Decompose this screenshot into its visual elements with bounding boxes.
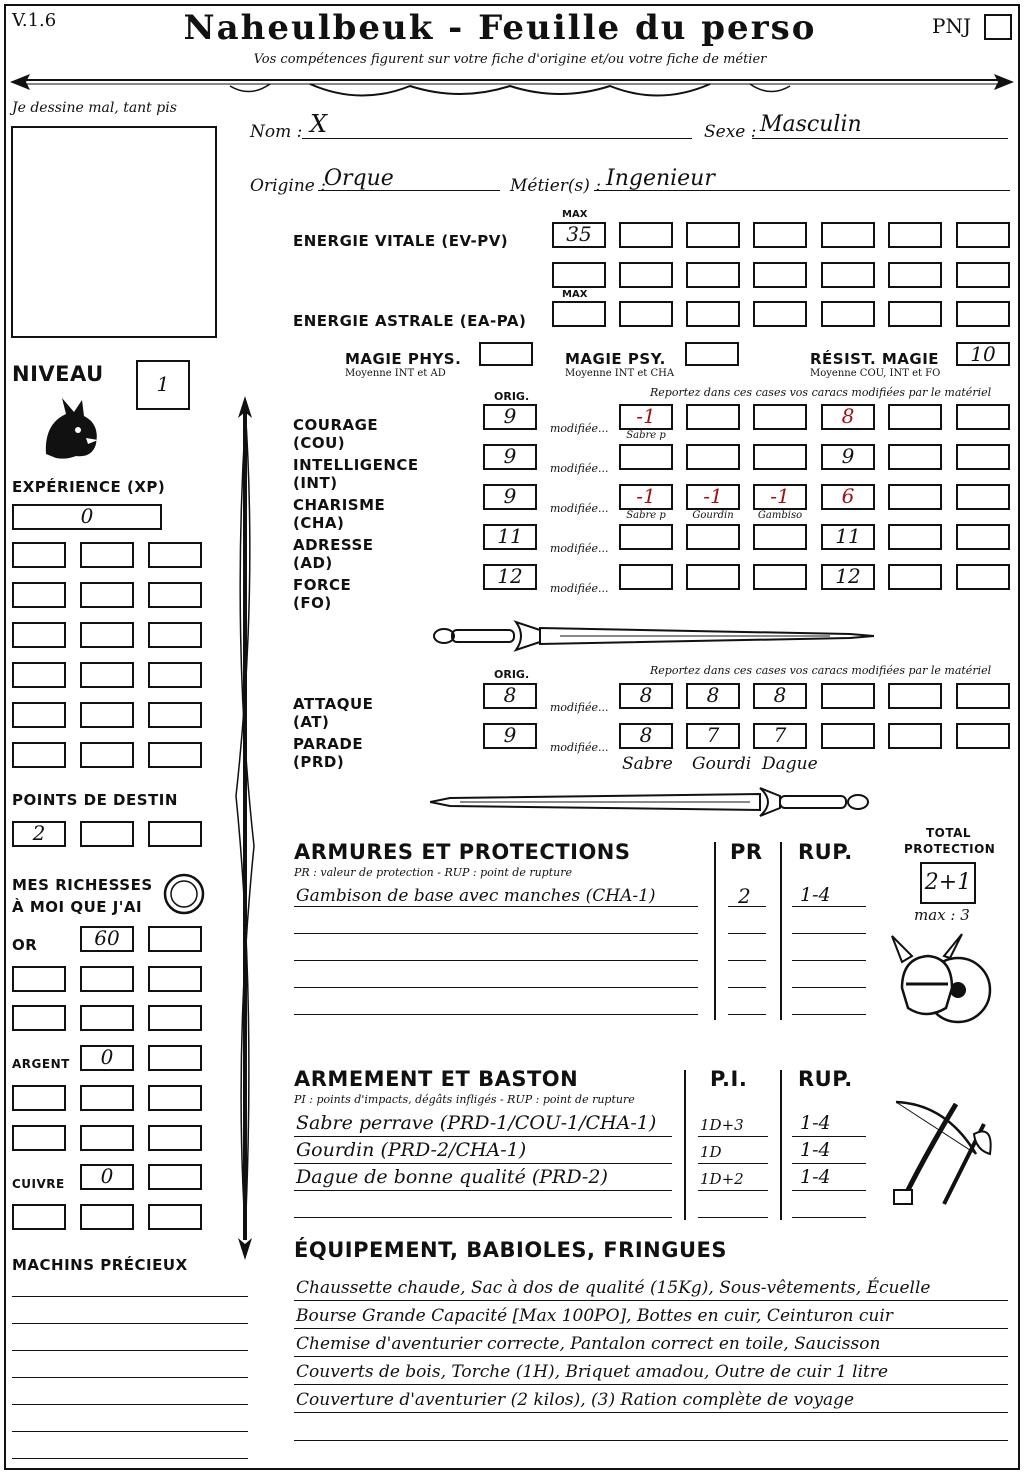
armures-pr-label: PR [730, 840, 763, 864]
intelligence-mod-box-4[interactable]: 9 [821, 444, 875, 470]
page-title: Naheulbeuk - Feuille du perso [183, 8, 817, 48]
force-label: FORCE (FO) [293, 576, 352, 612]
total-label-1: TOTAL [926, 826, 972, 840]
intelligence-orig-box[interactable]: 9 [483, 444, 537, 470]
arme-rup-line[interactable] [792, 1163, 866, 1164]
ea-box-7[interactable] [956, 301, 1010, 327]
armure-line[interactable] [294, 933, 698, 934]
arme-name: Dague de bonne qualité (PRD-2) [296, 1166, 608, 1188]
parade-label: PARADE (PRD) [293, 735, 364, 771]
nom-line [302, 138, 692, 139]
machins-label: MACHINS PRÉCIEUX [12, 1256, 188, 1274]
armement-divider-2 [780, 1070, 782, 1220]
xp-box[interactable]: 0 [12, 504, 162, 530]
xp-box-2-1[interactable] [12, 582, 66, 608]
force-mod-box-5[interactable] [888, 564, 942, 590]
ev-box-row2-5[interactable] [821, 262, 875, 288]
force-mod-box-1[interactable] [619, 564, 673, 590]
money-box-5-2[interactable] [80, 1125, 134, 1151]
ev-box-row2-6[interactable] [888, 262, 942, 288]
intelligence-mod-box-5[interactable] [888, 444, 942, 470]
armement-title: ARMEMENT ET BASTON [294, 1067, 579, 1091]
adresse-orig-box[interactable]: 11 [483, 524, 537, 550]
courage-mod-box-6[interactable] [956, 404, 1010, 430]
equipement-title: ÉQUIPEMENT, BABIOLES, FRINGUES [294, 1238, 727, 1262]
decorative-spear [228, 396, 262, 1260]
arme-pi: 1D [700, 1143, 722, 1161]
parade-mod-box-3[interactable]: 7 [753, 723, 807, 749]
carac-mod-note: Gambiso [757, 510, 803, 521]
magie-phys-note: Moyenne INT et AD [345, 368, 446, 379]
xp-box-4-3[interactable] [148, 662, 202, 688]
armure-line[interactable] [294, 987, 698, 988]
money-box-3-3[interactable] [148, 1045, 202, 1071]
courage-mod-box-1[interactable]: -1 [619, 404, 673, 430]
armure-pr-line[interactable] [728, 933, 766, 934]
equipement-text: Couverture d'aventurier (2 kilos), (3) Ration complète de voyage [296, 1390, 855, 1410]
armures-divider-2 [780, 842, 782, 1020]
machins-line[interactable] [12, 1431, 248, 1432]
attaque-orig-box[interactable]: 8 [483, 683, 537, 709]
xp-box-6-1[interactable] [12, 742, 66, 768]
modifie-label: modifiée... [550, 462, 609, 475]
arme-name: Gourdin (PRD-2/CHA-1) [296, 1139, 527, 1161]
arme-pi-line[interactable] [698, 1190, 768, 1191]
niveau-box[interactable]: 1 [136, 360, 190, 410]
ev-label: ENERGIE VITALE (EV-PV) [293, 232, 509, 250]
armures-title: ARMURES ET PROTECTIONS [294, 840, 631, 864]
weapon-note-3: Dague [762, 754, 818, 774]
money-box-6-3[interactable] [148, 1164, 202, 1190]
money-box-5-3[interactable] [148, 1125, 202, 1151]
arme-pi-line[interactable] [698, 1163, 768, 1164]
money-box-7-2[interactable] [80, 1204, 134, 1230]
magie-psy-note: Moyenne INT et CHA [565, 368, 675, 379]
parade-mod-box-4[interactable] [821, 723, 875, 749]
equipement-text: Bourse Grande Capacité [Max 100PO], Bottes en cuir, Ceinturon cuir [296, 1306, 893, 1326]
magie-psy-box[interactable] [685, 342, 739, 366]
attaque-mod-box-1[interactable]: 8 [619, 683, 673, 709]
money-box-0-3[interactable] [148, 926, 202, 952]
portrait-caption: Je dessine mal, tant pis [12, 100, 177, 116]
adresse-mod-box-6[interactable] [956, 524, 1010, 550]
destin-box-1[interactable]: 2 [12, 821, 66, 847]
arme-line[interactable] [294, 1217, 672, 1218]
ev-box-2[interactable] [619, 222, 673, 248]
equipement-text: Couverts de bois, Torche (1H), Briquet amadou, Outre de cuir 1 litre [296, 1362, 889, 1382]
destin-label: POINTS DE DESTIN [12, 791, 178, 809]
version-label: V.1.6 [12, 10, 57, 31]
xp-box-3-3[interactable] [148, 622, 202, 648]
money-box-1-3[interactable] [148, 966, 202, 992]
ea-box-4[interactable] [753, 301, 807, 327]
sword-icon-2 [430, 780, 874, 824]
xp-box-4-1[interactable] [12, 662, 66, 688]
ev-box-7[interactable] [956, 222, 1010, 248]
carac-mod-note: Gourdin [692, 510, 734, 521]
armure-rup-line[interactable] [792, 1014, 866, 1015]
niveau-label: NIVEAU [12, 362, 104, 386]
richesses-label-2: À MOI QUE J'AI [12, 898, 143, 916]
page-subtitle: Vos compétences figurent sur votre fiche d'origine et/ou votre fiche de métier [253, 52, 767, 67]
total-max: max : 3 [914, 906, 970, 924]
machins-line[interactable] [12, 1350, 248, 1351]
arme-pi-line[interactable] [698, 1136, 768, 1137]
armure-rup-line[interactable] [792, 933, 866, 934]
xp-box-6-2[interactable] [80, 742, 134, 768]
machins-line[interactable] [12, 1296, 248, 1297]
intelligence-mod-box-1[interactable] [619, 444, 673, 470]
sword-icon [430, 614, 874, 658]
richesses-label-1: MES RICHESSES [12, 876, 153, 894]
adresse-mod-box-3[interactable] [753, 524, 807, 550]
destin-box-2[interactable] [80, 821, 134, 847]
ea-max-label: MAX [562, 289, 588, 300]
intelligence-mod-box-6[interactable] [956, 444, 1010, 470]
magie-phys-label: MAGIE PHYS. [345, 350, 462, 368]
carac-mod-note: Sabre p [626, 510, 666, 521]
cuivre-label: CUIVRE [12, 1177, 65, 1191]
portrait-box[interactable] [11, 126, 217, 338]
equipement-line[interactable] [294, 1440, 1008, 1441]
armure-rup-line[interactable] [792, 906, 866, 907]
money-box-2-3[interactable] [148, 1005, 202, 1031]
ev-box-5[interactable] [821, 222, 875, 248]
equipement-text: Chaussette chaude, Sac à dos de qualité (15Kg), Sous-vêtements, Écuelle [296, 1278, 931, 1298]
origine-value[interactable]: Orque [324, 166, 394, 191]
armure-rup-line[interactable] [792, 987, 866, 988]
arme-line[interactable] [294, 1190, 672, 1191]
ev-box-row2-7[interactable] [956, 262, 1010, 288]
money-box-2-1[interactable] [12, 1005, 66, 1031]
ea-box-1[interactable] [552, 301, 606, 327]
xp-box-5-1[interactable] [12, 702, 66, 728]
equipement-line[interactable] [294, 1412, 1008, 1413]
ev-box-1[interactable]: 35 [552, 222, 606, 248]
arme-line[interactable] [294, 1136, 672, 1137]
armures-divider-1 [714, 842, 716, 1020]
force-mod-box-2[interactable] [686, 564, 740, 590]
charisme-mod-box-1[interactable]: -1 [619, 484, 673, 510]
force-mod-box-3[interactable] [753, 564, 807, 590]
sexe-label: Sexe : [704, 122, 757, 142]
arme-rup: 1-4 [800, 1139, 831, 1161]
ev-box-row2-3[interactable] [686, 262, 740, 288]
magie-psy-label: MAGIE PSY. [565, 350, 666, 368]
modifie-label: modifiée... [550, 502, 609, 515]
armure-line[interactable] [294, 906, 698, 907]
force-mod-box-6[interactable] [956, 564, 1010, 590]
machins-line[interactable] [12, 1404, 248, 1405]
charisme-mod-box-5[interactable] [888, 484, 942, 510]
money-box-4-1[interactable] [12, 1085, 66, 1111]
pnj-label: PNJ [932, 14, 971, 38]
nom-value[interactable]: X [310, 110, 328, 138]
report-note: Reportez dans ces cases vos caracs modifiées par le matériel [650, 386, 992, 399]
equipement-line[interactable] [294, 1300, 1008, 1301]
arme-pi-line[interactable] [698, 1217, 768, 1218]
attaque-mod-box-3[interactable]: 8 [753, 683, 807, 709]
attaque-mod-box-2[interactable]: 8 [686, 683, 740, 709]
xp-box-1-1[interactable] [12, 542, 66, 568]
equipement-text: Chemise d'aventurier correcte, Pantalon correct en toile, Saucisson [296, 1334, 881, 1354]
total-protection-box[interactable]: 2+1 [920, 862, 976, 904]
intelligence-mod-box-2[interactable] [686, 444, 740, 470]
xp-label: EXPÉRIENCE (XP) [12, 478, 166, 496]
ev-box-row2-4[interactable] [753, 262, 807, 288]
modifie-label: modifiée... [550, 422, 609, 435]
adresse-mod-box-4[interactable]: 11 [821, 524, 875, 550]
ev-box-3[interactable] [686, 222, 740, 248]
armures-rup-label: RUP. [798, 840, 853, 864]
money-box-2-2[interactable] [80, 1005, 134, 1031]
arme-rup: 1-4 [800, 1112, 831, 1134]
money-box-7-3[interactable] [148, 1204, 202, 1230]
resist-magie-label: RÉSIST. MAGIE [810, 350, 940, 368]
xp-box-6-3[interactable] [148, 742, 202, 768]
xp-box-1-3[interactable] [148, 542, 202, 568]
xp-box-2-3[interactable] [148, 582, 202, 608]
armure-line[interactable] [294, 1014, 698, 1015]
modifie-label: modifiée... [550, 701, 609, 714]
intelligence-mod-box-3[interactable] [753, 444, 807, 470]
courage-mod-box-2[interactable] [686, 404, 740, 430]
arme-line[interactable] [294, 1163, 672, 1164]
ea-box-3[interactable] [686, 301, 740, 327]
armure-pr-line[interactable] [728, 960, 766, 961]
machins-line[interactable] [12, 1323, 248, 1324]
money-box-7-1[interactable] [12, 1204, 66, 1230]
money-box-1-1[interactable] [12, 966, 66, 992]
armement-divider-1 [684, 1070, 686, 1220]
charisme-label: CHARISME (CHA) [293, 496, 386, 532]
modifie-label: modifiée... [550, 582, 609, 595]
parade-mod-box-1[interactable]: 8 [619, 723, 673, 749]
xp-box-5-2[interactable] [80, 702, 134, 728]
arme-name: Sabre perrave (PRD-1/COU-1/CHA-1) [296, 1112, 657, 1134]
ea-box-5[interactable] [821, 301, 875, 327]
ev-box-6[interactable] [888, 222, 942, 248]
dragon-icon [36, 394, 106, 462]
courage-label: COURAGE (COU) [293, 416, 379, 452]
adresse-label: ADRESSE (AD) [293, 536, 374, 572]
armure-line[interactable] [294, 960, 698, 961]
adresse-mod-box-1[interactable] [619, 524, 673, 550]
armure-pr-line[interactable] [728, 987, 766, 988]
intelligence-label: INTELLIGENCE (INT) [293, 456, 419, 492]
courage-orig-box[interactable]: 9 [483, 404, 537, 430]
armement-note: PI : points d'impacts, dégâts infligés - RUP : point de rupture [294, 1093, 635, 1106]
parade-mod-box-2[interactable]: 7 [686, 723, 740, 749]
charisme-mod-box-4[interactable]: 6 [821, 484, 875, 510]
resist-magie-note: Moyenne COU, INT et FO [810, 368, 941, 379]
metier-value[interactable]: Ingenieur [606, 166, 715, 191]
weapon-note-1: Sabre [622, 754, 673, 774]
charisme-mod-box-6[interactable] [956, 484, 1010, 510]
resist-magie-box[interactable]: 10 [956, 342, 1010, 366]
modifie-label: modifiée... [550, 542, 609, 555]
argent-box[interactable]: 0 [80, 1045, 134, 1071]
attaque-mod-box-6[interactable] [956, 683, 1010, 709]
equipement-line[interactable] [294, 1384, 1008, 1385]
charisme-orig-box[interactable]: 9 [483, 484, 537, 510]
weapons-icon [886, 1094, 998, 1218]
armure-name: Gambison de base avec manches (CHA-1) [296, 886, 656, 906]
charisme-mod-box-2[interactable]: -1 [686, 484, 740, 510]
arme-pi: 1D+3 [700, 1116, 744, 1134]
equipement-line[interactable] [294, 1468, 1008, 1469]
attaque-label: ATTAQUE (AT) [293, 695, 374, 731]
ea-box-2[interactable] [619, 301, 673, 327]
parade-mod-box-5[interactable] [888, 723, 942, 749]
xp-box-1-2[interactable] [80, 542, 134, 568]
armure-rup-line[interactable] [792, 960, 866, 961]
machins-line[interactable] [12, 1458, 248, 1459]
origine-label: Origine : [250, 176, 326, 196]
money-box-5-1[interactable] [12, 1125, 66, 1151]
force-orig-box[interactable]: 12 [483, 564, 537, 590]
xp-box-3-1[interactable] [12, 622, 66, 648]
armement-rup-label: RUP. [798, 1067, 853, 1091]
courage-mod-box-3[interactable] [753, 404, 807, 430]
ev-box-row2-1[interactable] [552, 262, 606, 288]
armure-rup: 1-4 [800, 884, 831, 906]
total-label-2: PROTECTION [904, 842, 996, 856]
arme-rup-line[interactable] [792, 1190, 866, 1191]
machins-line[interactable] [12, 1377, 248, 1378]
equipement-line[interactable] [294, 1328, 1008, 1329]
ev-box-row2-2[interactable] [619, 262, 673, 288]
armement-pi-label: P.I. [710, 1067, 748, 1091]
money-box-4-3[interactable] [148, 1085, 202, 1111]
armure-pr-line[interactable] [728, 1014, 766, 1015]
money-box-1-2[interactable] [80, 966, 134, 992]
report-note-combat: Reportez dans ces cases vos caracs modifiées par le matériel [650, 664, 992, 677]
force-mod-box-4[interactable]: 12 [821, 564, 875, 590]
ev-max-label: MAX [562, 209, 588, 220]
nom-label: Nom : [250, 122, 303, 142]
modifie-label: modifiée... [550, 741, 609, 754]
arme-pi: 1D+2 [700, 1170, 744, 1188]
helmet-shield-icon [888, 928, 998, 1036]
adresse-mod-box-5[interactable] [888, 524, 942, 550]
or-label: OR [12, 936, 38, 954]
xp-box-2-2[interactable] [80, 582, 134, 608]
armure-pr: 2 [738, 884, 751, 908]
money-box-4-2[interactable] [80, 1085, 134, 1111]
destin-box-3[interactable] [148, 821, 202, 847]
courage-mod-box-5[interactable] [888, 404, 942, 430]
ea-label: ENERGIE ASTRALE (EA-PA) [293, 312, 527, 330]
arme-rup-line[interactable] [792, 1217, 866, 1218]
weapon-note-2: Gourdi [692, 754, 752, 774]
argent-label: ARGENT [12, 1057, 70, 1071]
courage-mod-box-4[interactable]: 8 [821, 404, 875, 430]
parade-mod-box-6[interactable] [956, 723, 1010, 749]
ea-box-6[interactable] [888, 301, 942, 327]
xp-box-5-3[interactable] [148, 702, 202, 728]
ev-box-4[interactable] [753, 222, 807, 248]
sexe-line [752, 138, 1008, 139]
adresse-mod-box-2[interactable] [686, 524, 740, 550]
sexe-value[interactable]: Masculin [760, 112, 862, 137]
magie-phys-box[interactable] [479, 342, 533, 366]
pnj-checkbox[interactable] [984, 14, 1012, 40]
attaque-mod-box-5[interactable] [888, 683, 942, 709]
xp-box-3-2[interactable] [80, 622, 134, 648]
parade-orig-box[interactable]: 9 [483, 723, 537, 749]
metier-label: Métier(s) : [510, 176, 602, 196]
charisme-mod-box-3[interactable]: -1 [753, 484, 807, 510]
carac-mod-note: Sabre p [626, 430, 666, 441]
coin-icon [162, 872, 206, 916]
equipement-line[interactable] [294, 1356, 1008, 1357]
attaque-mod-box-4[interactable] [821, 683, 875, 709]
or-box[interactable]: 60 [80, 926, 134, 952]
orig-label-combat: ORIG. [494, 668, 530, 681]
xp-box-4-2[interactable] [80, 662, 134, 688]
armures-note: PR : valeur de protection - RUP : point de rupture [294, 866, 572, 879]
orig-label: ORIG. [494, 390, 530, 403]
cuivre-box[interactable]: 0 [80, 1164, 134, 1190]
arme-rup: 1-4 [800, 1166, 831, 1188]
arme-rup-line[interactable] [792, 1136, 866, 1137]
